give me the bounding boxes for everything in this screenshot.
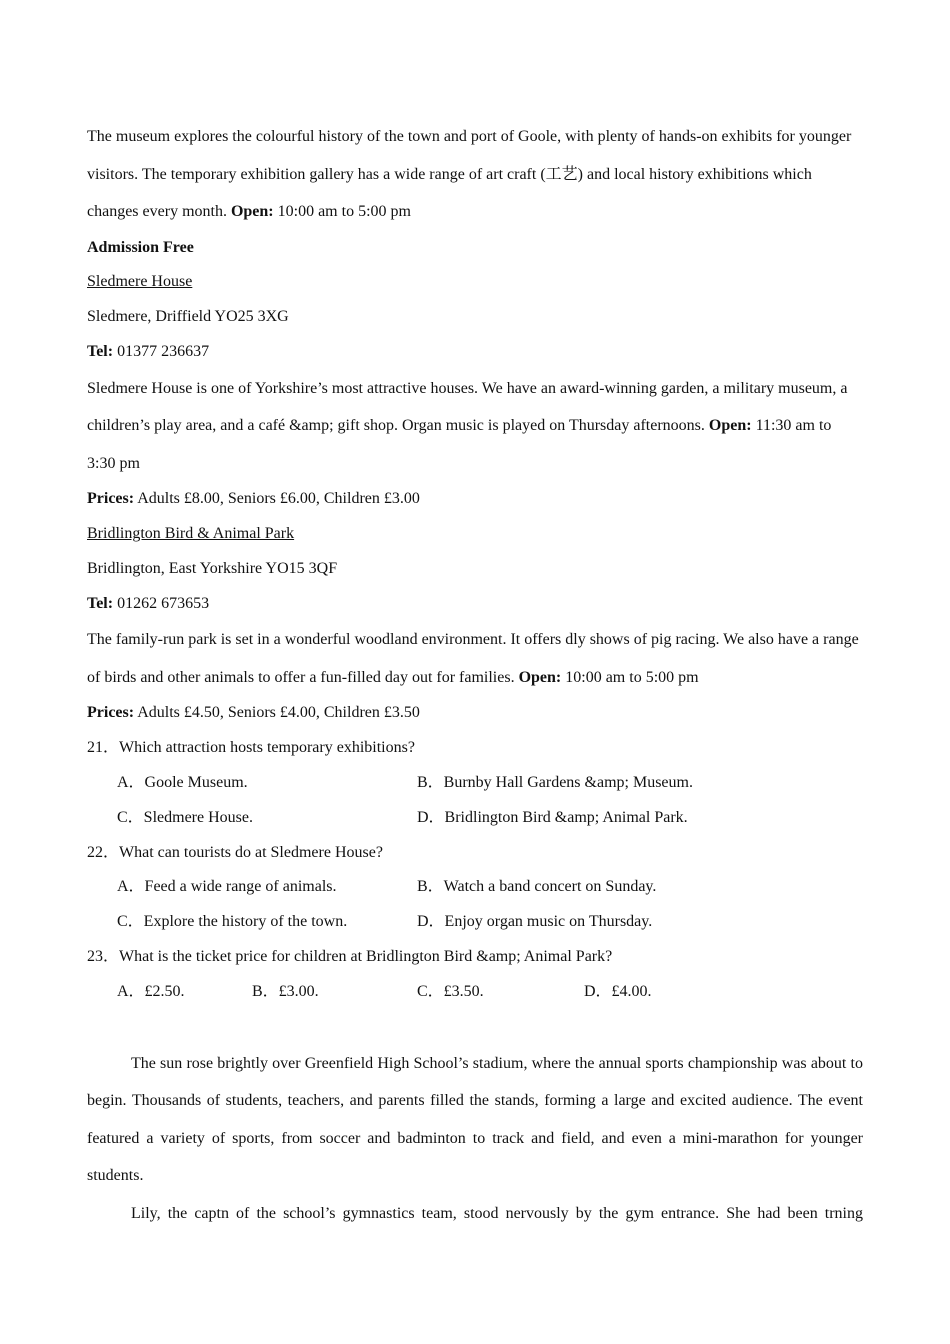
- sledmere-house-open-label: Open:: [708, 417, 752, 435]
- section-gap: [87, 1010, 863, 1045]
- bridlington-park-prices-value: Adults £4.50, Seniors £4.00, Children £3.50: [137, 704, 420, 722]
- sledmere-house-address: Sledmere, Driffield YO25 3XG: [87, 308, 289, 326]
- bridlington-park-open-label: Open:: [518, 668, 562, 686]
- question-21-number: 21．: [87, 739, 120, 757]
- passage-b-paragraph-2: Lily, the captn of the school’s gymnastics team, stood nervously by the gym entrance. She had been trning: [131, 1204, 863, 1222]
- question-23-text: What is the ticket price for children at Bridlington Bird &amp; Animal Park?: [119, 947, 613, 965]
- question-23-option-b[interactable]: B．£3.00.: [252, 982, 319, 1000]
- sledmere-house-prices-label: Prices:: [87, 490, 135, 508]
- question-22-text: What can tourists do at Sledmere House?: [119, 843, 383, 861]
- question-21-options-row-2: [87, 801, 863, 836]
- question-23-option-a[interactable]: A．£2.50.: [117, 982, 185, 1000]
- document-page: [87, 118, 863, 1232]
- sledmere-house-description-text: Sledmere House is one of Yorkshire’s most attractive houses. We have an award-winning garden, a military museum, a children’s play area, and a café &amp; gift shop. Organ music is played on Thursday afternoons.: [87, 379, 848, 435]
- bridlington-park-open-hours: 10:00 am to 5:00 pm: [565, 668, 699, 686]
- sledmere-house-prices: [87, 482, 863, 517]
- sledmere-house-tel-label: Tel:: [87, 342, 114, 360]
- bridlington-park-prices-label: Prices:: [87, 704, 135, 722]
- sledmere-house-tel-number: 01377 236637: [117, 342, 210, 360]
- passage-b-paragraph-1: The sun rose brightly over Greenfield High School’s stadium, where the annual sports championship was about to begin. Thousands of students, teachers, and parents filled the stands, forming a large and excited audience. The event featured a variety of sports, from soccer and badminton to track and field, and even a mini-marathon for younger students.: [87, 1054, 863, 1185]
- bridlington-park-name: Bridlington Bird & Animal Park: [87, 524, 295, 542]
- question-22-option-c[interactable]: C．Explore the history of the town.: [117, 913, 348, 931]
- bridlington-park-description: [87, 621, 863, 696]
- goole-museum-description-text: The museum explores the colourful history of the town and port of Goole, with plenty of hands-on exhibits for younger visitors. The temporary exhibition gallery has a wide range of art craft (工艺) and local history exhibitions which changes every month.: [87, 128, 852, 220]
- question-21-option-d[interactable]: D．Bridlington Bird &amp; Animal Park.: [417, 808, 688, 826]
- question-22-number: 22．: [87, 843, 120, 861]
- question-23-option-d[interactable]: D．£4.00.: [584, 982, 652, 1000]
- question-22-option-b[interactable]: B．Watch a band concert on Sunday.: [417, 878, 657, 896]
- goole-museum-description: [87, 118, 863, 231]
- question-22-options-row-2: [87, 905, 863, 940]
- question-23-number: 23．: [87, 947, 120, 965]
- question-23-option-c[interactable]: C．£3.50.: [417, 982, 484, 1000]
- question-22-option-d[interactable]: D．Enjoy organ music on Thursday.: [417, 913, 653, 931]
- question-21-option-c[interactable]: C．Sledmere House.: [117, 808, 253, 826]
- sledmere-house-open-hours: 11:30 am to 3:30 pm: [87, 417, 832, 472]
- bridlington-park-tel-number: 01262 673653: [117, 594, 210, 612]
- question-21-option-b[interactable]: B．Burnby Hall Gardens &amp; Museum.: [417, 773, 693, 791]
- bridlington-park-tel: [87, 587, 863, 622]
- question-22-options-row-1: [87, 870, 863, 905]
- sledmere-house-tel: [87, 335, 863, 370]
- question-22-option-a[interactable]: A．Feed a wide range of animals.: [117, 878, 337, 896]
- bridlington-park-address: Bridlington, East Yorkshire YO15 3QF: [87, 559, 338, 577]
- question-23: [87, 940, 863, 975]
- goole-museum-open-label: Open:: [230, 203, 274, 220]
- sledmere-house-name: Sledmere House: [87, 273, 193, 291]
- goole-museum-admission: Admission Free: [87, 238, 194, 256]
- question-21: [87, 731, 863, 766]
- question-21-text: Which attraction hosts temporary exhibitions?: [119, 739, 415, 757]
- bridlington-park-description-text: The family-run park is set in a wonderful woodland environment. It offers dly shows of pig racing. We also have a range of birds and other animals to offer a fun-filled day out for families.: [87, 631, 859, 686]
- question-21-option-a[interactable]: A．Goole Museum.: [117, 773, 248, 791]
- bridlington-park-prices: [87, 696, 863, 731]
- question-21-options-row-1: [87, 766, 863, 801]
- question-22: [87, 836, 863, 871]
- bridlington-park-tel-label: Tel:: [87, 594, 114, 612]
- sledmere-house-prices-value: Adults £8.00, Seniors £6.00, Children £3.00: [137, 490, 420, 508]
- sledmere-house-description: [87, 370, 863, 483]
- goole-museum-open-hours: 10:00 am to 5:00 pm: [277, 203, 411, 220]
- question-23-options-row: [87, 975, 863, 1010]
